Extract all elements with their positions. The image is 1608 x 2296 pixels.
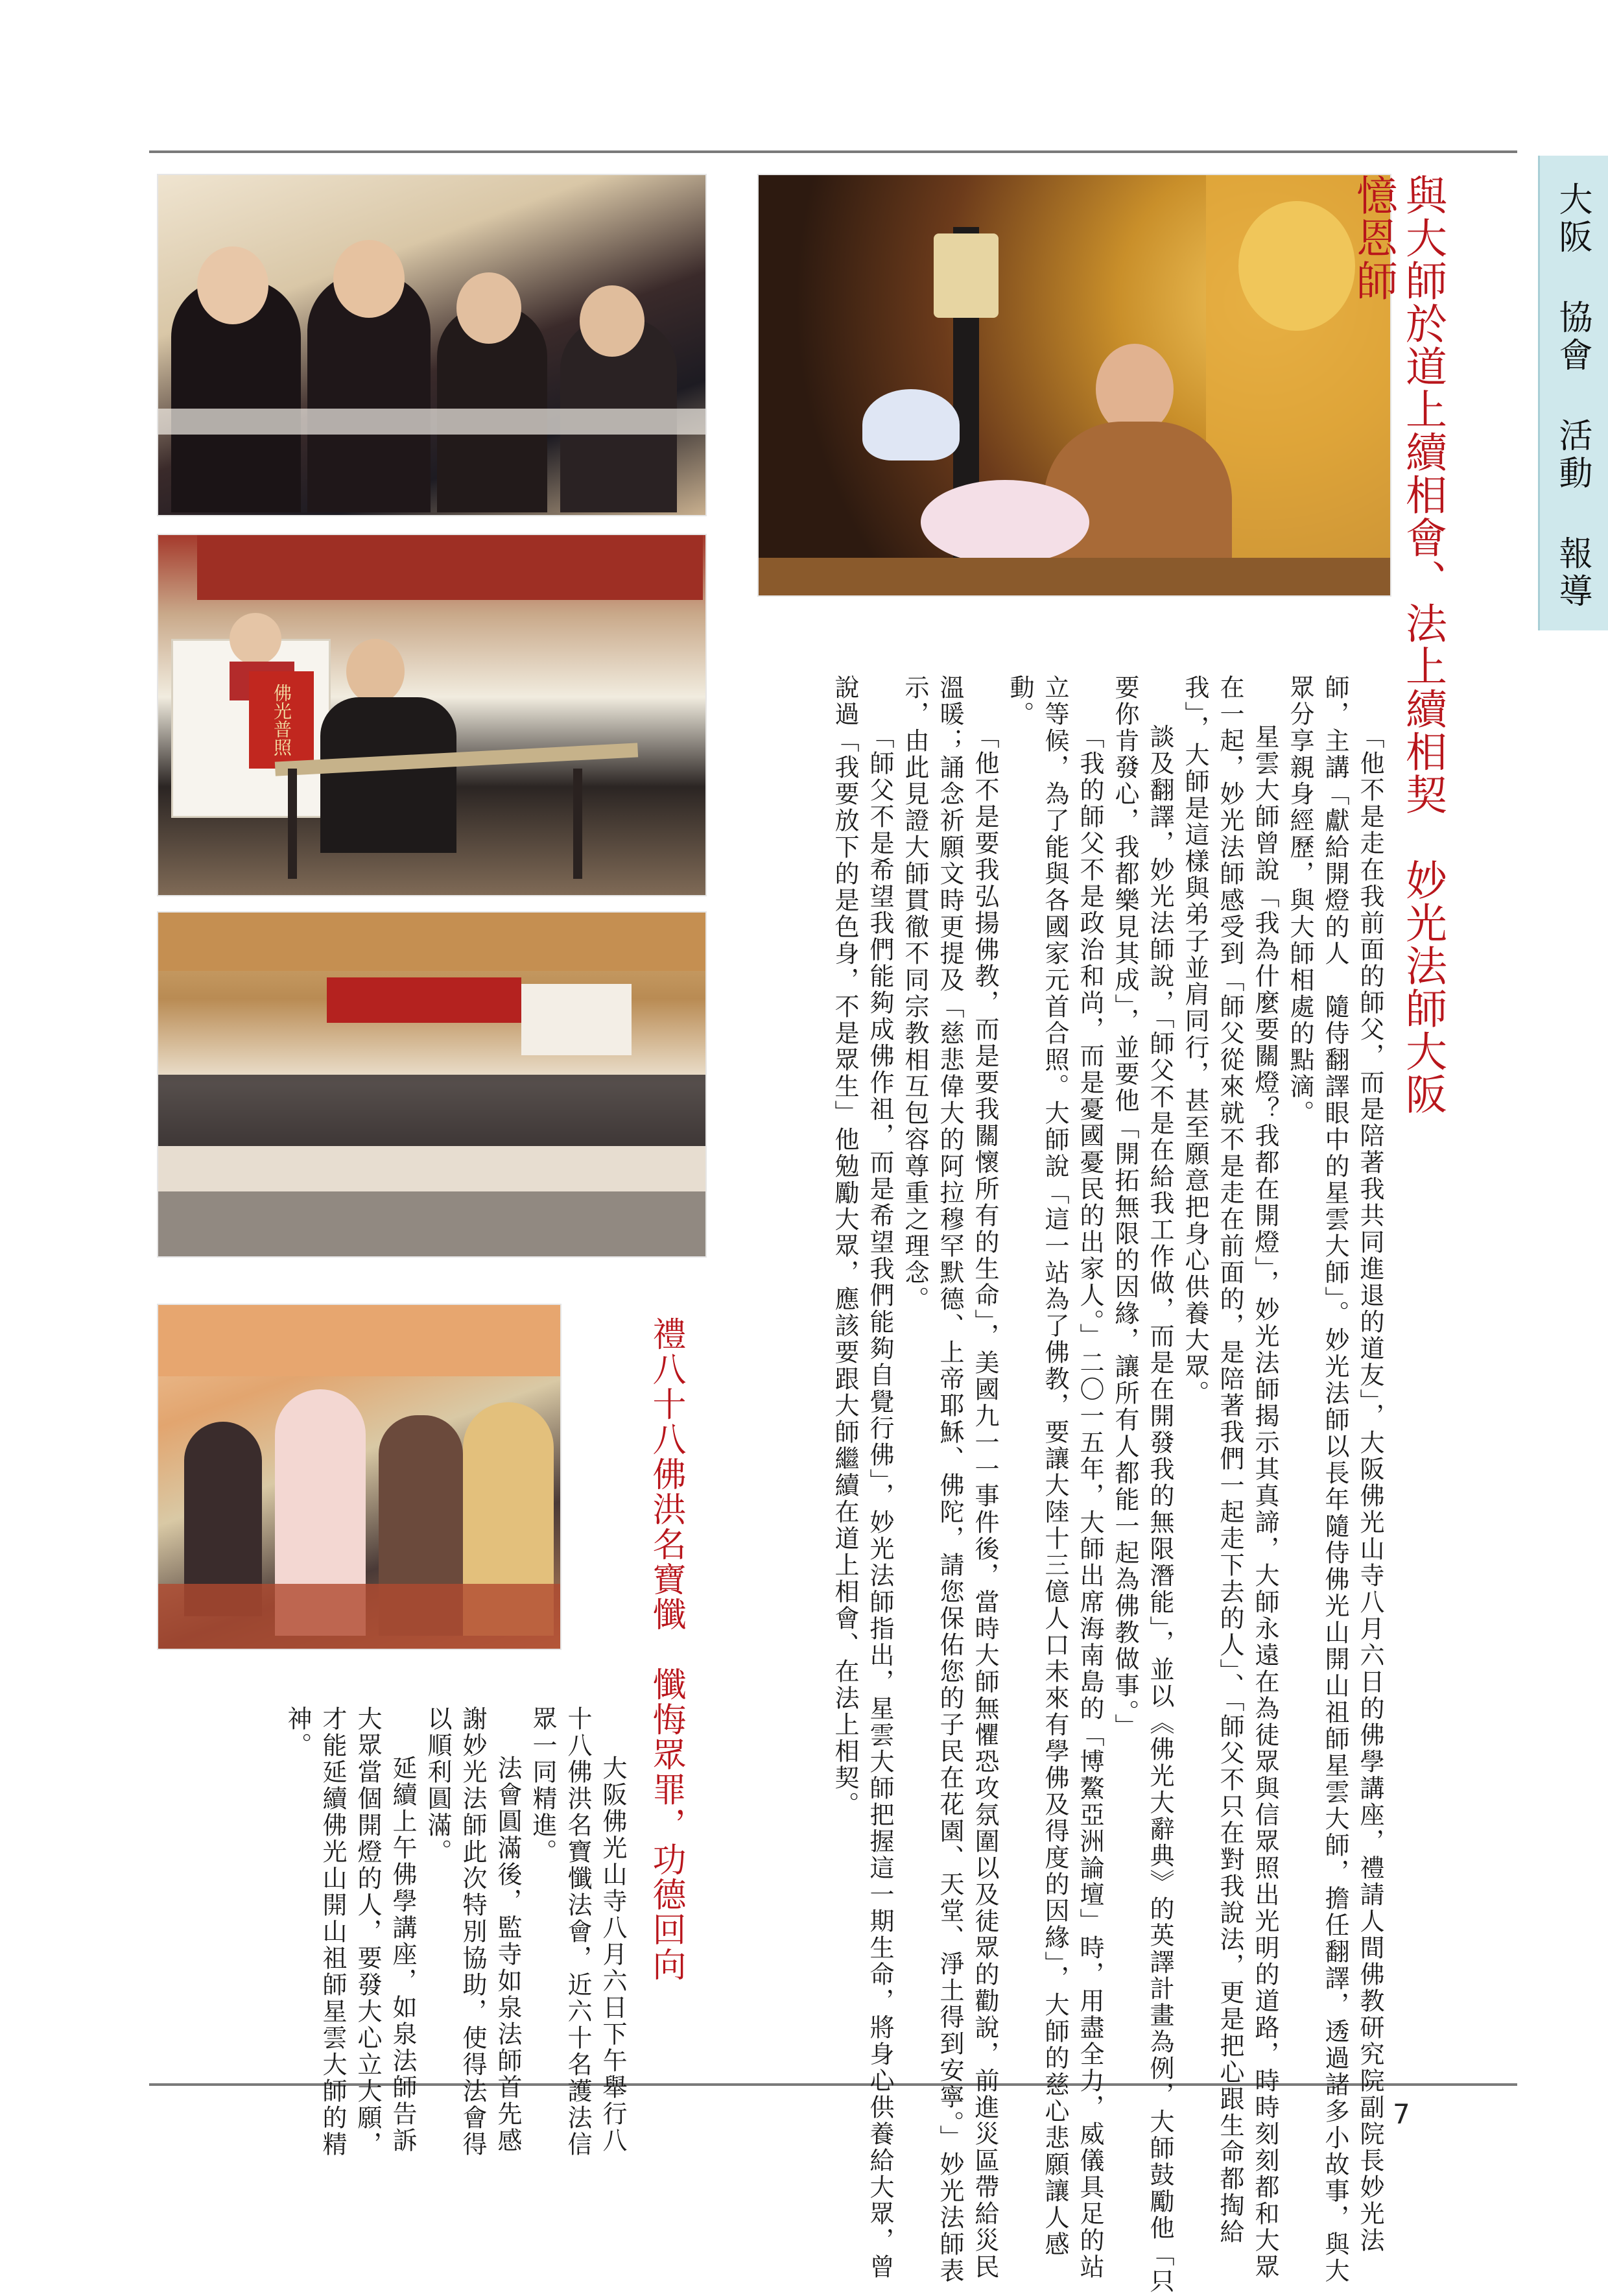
article-paragraph: 「他不是要我弘揚佛教，而是要我關懷所有的生命」，美國九一一事件後，當時大師無懼恐攻氛圍以及徒眾的勸說，前進災區帶給災民溫暖；誦念祈願文時更提及「慈悲偉大的阿拉穆罕默德、上帝耶穌、佛陀，請您保佑您的子民在花園、天堂、淨土得到安寧。」妙光法師表示，由此見證大師貫徹不同宗教相互包容尊重之理念。 bbox=[901, 675, 999, 2284]
top-rule bbox=[149, 150, 1517, 153]
photo-venerable-miaoguang-speaking bbox=[757, 174, 1391, 597]
sub-article-title: 禮八十八佛洪名寶懺 懺悔眾罪，功德回向 bbox=[646, 1317, 685, 1982]
photo-repentance-ceremony bbox=[157, 1304, 562, 1650]
photo-hall-crowd bbox=[157, 911, 707, 1258]
sub-article-paragraph: 延續上午佛學講座，如泉法師告訴大眾當個開燈的人，要發大心立大願，才能延續佛光山開山祖師星雲大師的精神。 bbox=[283, 1706, 417, 2158]
article-paragraph: 星雲大師曾說「我為什麼要關燈？我都在開燈」，妙光法師揭示其真諦，大師永遠在為徒眾與信眾照出光明的道路，時時刻刻都和大眾在一起，妙光法師感受到「師父從來就不是走在前面的，是陪著我們一起走下去的人」、「師父不只在對我說法，更是把心跟生命都掏給我」，大師是這樣與弟子並肩同行，甚至願意把身心供養大眾。 bbox=[1181, 675, 1279, 2280]
article-paragraph: 「師父不是希望我們能夠成佛作祖，而是希望我們能夠自覺行佛」，妙光法師指出，星雲大師把握這一期生命，將身心供養給大眾，曾說過「我要放下的是色身，不是眾生」他勉勵大眾，應該要跟大師繼續在道上相會、在法上相契。 bbox=[831, 675, 894, 2280]
article-body bbox=[713, 675, 1388, 2296]
photo-guzheng-performance bbox=[157, 534, 707, 896]
page-number: 7 bbox=[1393, 2098, 1410, 2130]
calligraphy-text: 佛光普照 bbox=[271, 684, 292, 756]
sub-article-paragraph: 大阪佛光山寺八月六日下午舉行八十八佛洪名寶懺法會，近六十名護法信眾一同精進。 bbox=[528, 1706, 627, 2158]
article-paragraph: 「我的師父不是政治和尚，而是憂國憂民的出家人。」二〇一五年，大師出席海南島的「博鰲亞洲論壇」時，用盡全力，威儀具足的站立等候，為了能與各國家元首合照。大師說「這一站為了佛教，要讓大陸十三億人口未來有學佛及得度的因緣」，大師的慈心悲願讓人感動。 bbox=[1006, 675, 1104, 2280]
sub-article-body bbox=[202, 1706, 630, 2160]
section-tab-label: 大阪 協會 活動 報導 bbox=[1553, 182, 1592, 611]
sub-article-paragraph: 法會圓滿後，監寺如泉法師首先感謝妙光法師此次特別協助，使得法會得以順利圓滿。 bbox=[423, 1706, 522, 2158]
photo-hostesses-seated bbox=[157, 174, 707, 516]
article-paragraph: 「他不是走在我前面的師父，而是陪著我共同進退的道友」，大阪佛光山寺八月六日的佛學講座，禮請人間佛教研究院副院長妙光法師，主講「獻給開燈的人 隨侍翻譯眼中的星雲大師」。妙光法師以長年隨侍佛光山開山祖師星雲大師，擔任翻譯，透過諸多小故事，與大眾分享親身經歷，與大師相處的點滴。 bbox=[1286, 675, 1384, 2284]
article-title: 與大師於道上續相會、法上續相契 妙光法師大阪憶恩師 bbox=[1349, 174, 1447, 1116]
article-paragraph: 談及翻譯，妙光法師說，「師父不是在給我工作做，而是在開發我的無限潛能」，並以《佛光大辭典》的英譯計畫為例，大師鼓勵他「只要你肯發心，我都樂見其成」，並要他「開拓無限的因緣，讓所有人都能一起為佛教做事。」 bbox=[1111, 675, 1174, 2295]
